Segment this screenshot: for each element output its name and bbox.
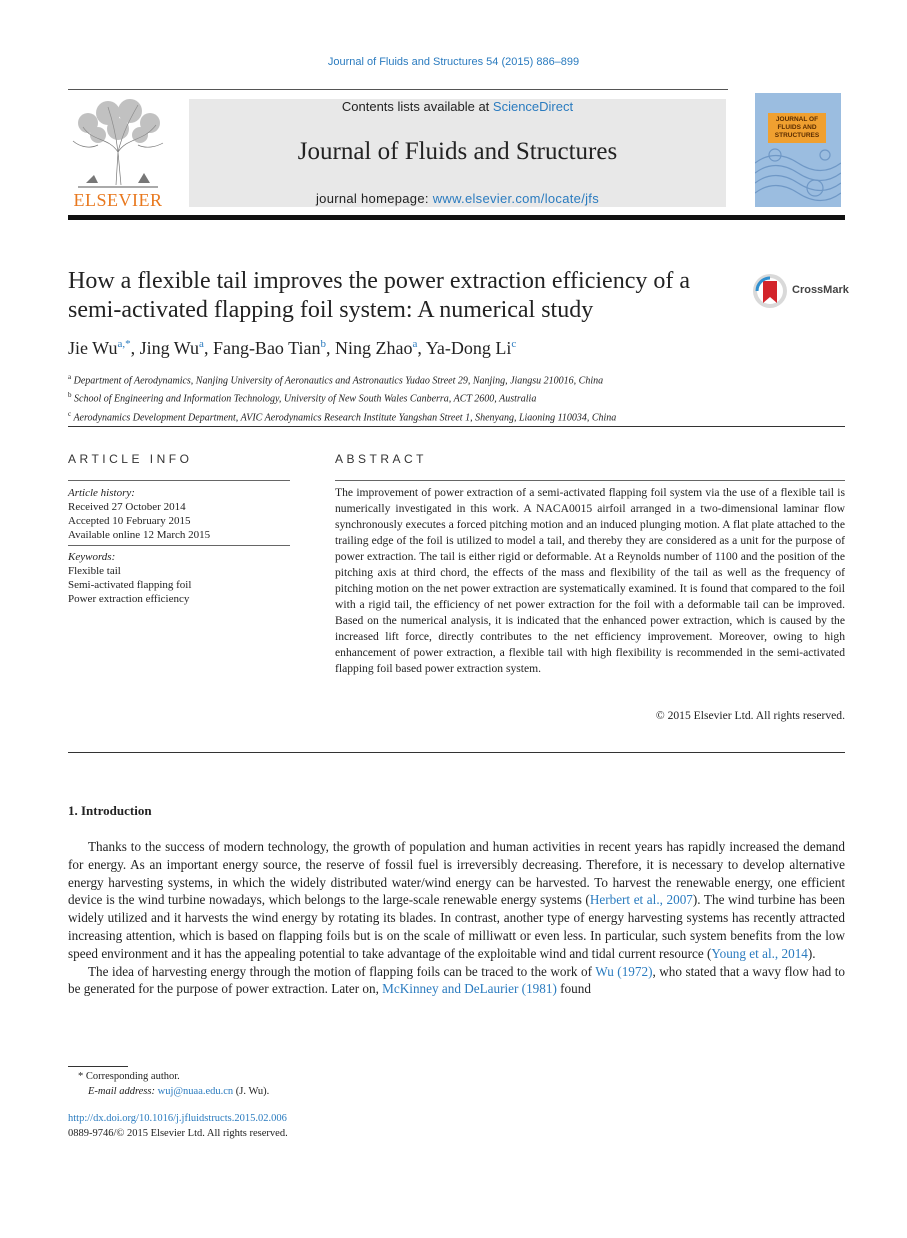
journal-title: Journal of Fluids and Structures [297,138,618,165]
crossmark-icon [752,273,788,309]
doi-block [68,1111,568,1141]
citation-link[interactable]: Young et al., 2014 [711,945,808,961]
intro-body [68,838,845,998]
elsevier-logo[interactable] [68,97,168,209]
online-date: Available online 12 March 2015 [68,529,211,541]
footnote-rule [68,1066,128,1067]
affiliation: $^c$ Aerodynamics Development Department, AVIC Aerodynamics Research Institute Yangshan Street 1, Shenyang, Liaoning 110034, China [68,409,617,423]
author-list: Jie $Wu^{a,*}$, Jing Wu$^a$, Fang-Bao Tian$^b$, Ning Zhao$^a$, Ya-Dong Li$^c$ [68,338,517,358]
author[interactable]: Jie $Wu^{a,*}$ [68,338,131,358]
abstract-heading: ABSTRACT [335,452,428,466]
affiliation: $^b$ School of Engineering and Information Technology, University of New South Wales Canberra, ACT 2600, Australia [68,391,537,405]
received-date: Received 27 October 2014 [68,501,186,513]
article-title: How a flexible tail improves the power extraction efficiency of a semi-activated flapping foil system: A numerical study [68,268,690,323]
contents-prefix: Contents lists available at [341,99,493,114]
citation-link[interactable]: Herbert et al., 2007 [589,892,693,908]
masthead-bottom-rule [68,215,845,220]
homepage-link[interactable]: www.elsevier.com/locate/jfs [432,191,600,206]
journal-cover-thumbnail[interactable] [755,93,841,207]
email-link[interactable]: wuj@nuaa.edu.cn [157,1086,234,1097]
crossmark-badge[interactable] [752,271,848,311]
keyword: Flexible tail [68,565,121,577]
citation-link[interactable]: McKinney and DeLaurier (1981) [382,981,557,997]
cover-title: JOURNAL OF FLUIDS AND STRUCTURES [768,113,826,143]
journal-citation[interactable]: Journal of Fluids and Structures 54 (2015) 886–899 [327,56,580,68]
corresponding-author-note: * Corresponding author. [78,1071,180,1082]
author[interactable]: Ya-Dong Li$^c$ [425,338,517,358]
article-info-rule [68,480,290,481]
paragraph: The idea of harvesting energy through the motion of flapping foils can be traced to the work of Wu (1972), who stated that a wavy flow had to be generated for the purpose of power extraction. Later on, McKinney and DeLaurier (1981) found [68,963,845,997]
keywords-label: Keywords: [68,551,116,563]
sciencedirect-link[interactable]: ScienceDirect [492,99,574,114]
keyword: Semi-activated flapping foil [68,579,192,591]
paragraph: Thanks to the success of modern technology, the growth of population and human activities in recent years has rapidly increased the demand for energy. As an important energy source, the reserve of fossil fuel is irreversibly decreasing. Therefore, it is necessary to develop alternative energy harvesting systems, in which the widely distributed water/wind energy can be harvested. To harvest the renewable energy, one efficient device is the wind turbine nowadays, which belongs to the large-scale renewable energy systems (Herbert et al., 2007). The wind turbine has been widely utilized and it harvests the wind energy by rotating its blades. In contrast, another type of energy harvesting systems has recently attracted increasing attention, which is based on flapping foils but is on the scale of milliwatt or even less. In particular, such system benefits from the low speed environment and it has the appealing potential to take advantage of the exploitable wind and tidal current resource (Young et al., 2014). [68,839,846,961]
section-heading: 1. Introduction [68,803,152,818]
abstract-text: The improvement of power extraction of a semi-activated flapping foil system via the use of a flexible tail is numerically investigated in this work. A NACA0015 airfoil arranged in a two-dimensional laminar flow synchronously executes a forced pitching motion and an induced plunging motion. A flat plate attached to the trailing edge of the foil is utilized to model a tail, and thereby they are considered as a unit for the purpose of power extraction. The tail is either rigid or deformable. At a Reynolds number of 1100 and the position of the pitching axis at third chord, the effects of the mass and flexibility of the tail as well as the frequency of pitching motion on the net power extraction are systematically examined. It is found that compared to the foil with a rigid tail, the efficiency of net power extraction for the foil with a deformable tail can be improved. Based on the numerical analysis, it is indicated that the enhanced power extraction, which is caused by the increased lift force, directly contributes to the net efficiency improvement. Moreover, owing to high enhancement of power extraction, a flexible tail with high flexibility is recommended in the semi-activated flapping foil based power extraction system. [335,486,845,675]
accepted-date: Accepted 10 February 2015 [68,515,191,527]
section-rule [68,752,845,753]
abstract-rule [335,480,845,481]
author[interactable]: Jing Wu$^a$ [139,338,204,358]
footnotes [68,1069,568,1099]
email-note: E-mail address: wuj@nuaa.edu.cn (J. Wu). [88,1086,270,1097]
issn-copyright: 0889-9746/© 2015 Elsevier Ltd. All rights reserved. [68,1128,288,1139]
section-rule [68,426,845,427]
cover-pattern-icon [755,93,841,207]
masthead-rule [68,89,728,90]
homepage-line [189,191,726,206]
author[interactable]: Fang-Bao Tian$^b$ [212,338,326,358]
publisher-name: ELSEVIER [73,190,163,210]
crossmark-label: CrossMark [792,284,849,296]
author[interactable]: Ning Zhao$^a$ [334,338,418,358]
article-history [68,486,290,542]
abstract-copyright: © 2015 Elsevier Ltd. All rights reserved. [655,709,845,722]
citation-link[interactable]: Wu (1972) [595,963,653,979]
article-info-heading: ARTICLE INFO [68,452,193,466]
doi-link[interactable]: http://dx.doi.org/10.1016/j.jfluidstructs.2015.02.006 [68,1113,287,1124]
affiliation: $^a$ Department of Aerodynamics, Nanjing University of Aeronautics and Astronautics Yudao Street 29, Nanjing, Jiangsu 210016, China [68,373,604,387]
affiliations [68,370,848,425]
history-label: Article history: [68,487,135,499]
keywords [68,550,290,606]
homepage-prefix: journal homepage: [315,191,433,206]
keywords-rule [68,545,290,546]
contents-line [189,99,726,114]
keyword: Power extraction efficiency [68,593,190,605]
